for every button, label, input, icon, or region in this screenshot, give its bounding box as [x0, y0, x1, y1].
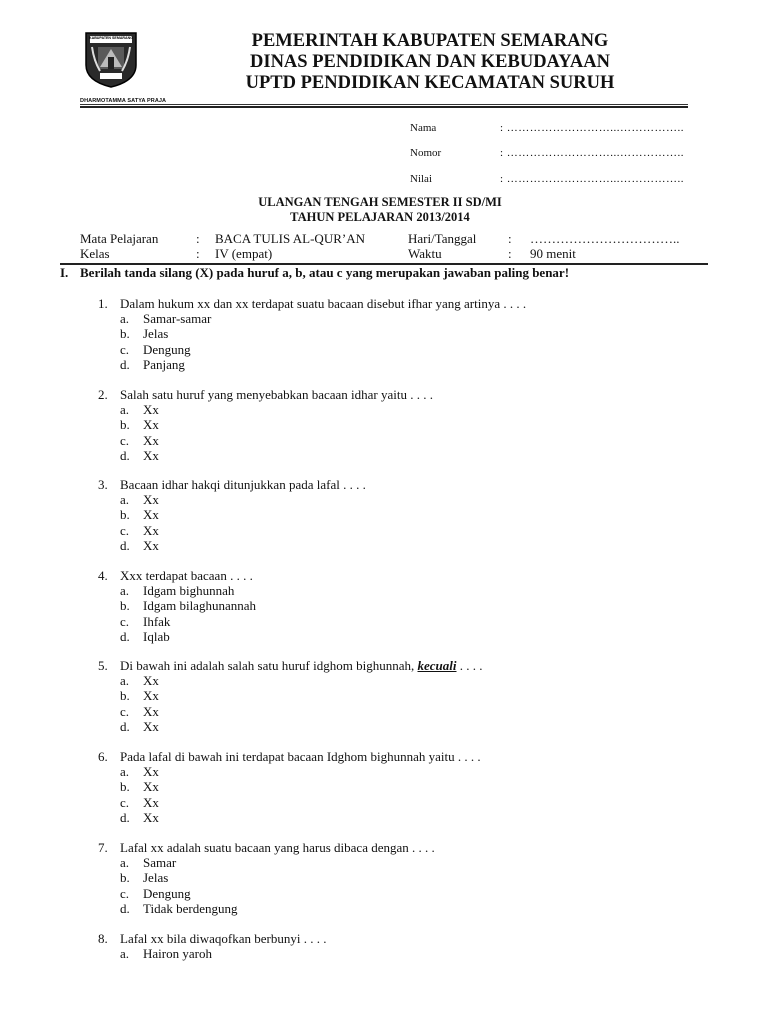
answer-option-a[interactable] — [120, 855, 435, 870]
answer-option-d[interactable] — [120, 448, 433, 463]
answer-option-d[interactable] — [120, 719, 483, 734]
answer-option-b[interactable] — [120, 688, 483, 703]
option-text: Jelas — [143, 870, 169, 886]
class-label: Kelas — [80, 246, 110, 261]
option-letter: c. — [120, 613, 130, 629]
answer-option-c[interactable] — [120, 342, 526, 357]
option-letter: c. — [120, 794, 130, 810]
identity-nilai-field[interactable]: : ………………………...…………….. — [500, 173, 685, 185]
option-letter: b. — [120, 417, 130, 433]
header-line-2: DINAS PENDIDIKAN DAN KEBUDAYAAN — [250, 52, 610, 72]
logo-motto: DHARMOTAMMA SATYA PRAJA — [80, 98, 167, 104]
option-text: Jelas — [143, 326, 169, 342]
option-letter: d. — [120, 900, 130, 916]
option-letter: c. — [120, 432, 130, 448]
option-text: Panjang — [143, 356, 185, 372]
option-text: Tidak berdengung — [143, 900, 238, 916]
question-stem: Di bawah ini adalah salah satu huruf idghom bighunnah, — [120, 658, 418, 673]
identity-nama-label: Nama — [410, 122, 437, 134]
answer-option-a[interactable] — [120, 764, 481, 779]
instruction-text: Berilah tanda silang (X) pada huruf a, b, atau c yang merupakan jawaban paling benar! — [80, 265, 570, 280]
option-letter: a. — [120, 492, 130, 508]
answer-option-d[interactable] — [120, 901, 435, 916]
header-divider-thin — [80, 104, 688, 105]
option-letter: b. — [120, 688, 130, 704]
option-letter: b. — [120, 598, 130, 614]
subject-colon: : — [196, 231, 200, 246]
option-letter: c. — [120, 703, 130, 719]
option-letter: c. — [120, 341, 130, 357]
question-stem-end: . . . . — [456, 658, 483, 673]
option-letter: d. — [120, 809, 130, 825]
subject-value: BACA TULIS AL-QUR’AN — [215, 231, 365, 246]
answer-option-b[interactable] — [120, 326, 526, 341]
option-text: Xx — [143, 809, 159, 825]
identity-nomor-label: Nomor — [410, 147, 442, 159]
option-letter: c. — [120, 522, 130, 538]
option-text: Xx — [143, 673, 159, 689]
question-number: 5. — [98, 658, 108, 673]
time-label: Waktu — [408, 246, 442, 261]
answer-option-a[interactable] — [120, 583, 256, 598]
question-6 — [98, 749, 481, 825]
answer-option-d[interactable] — [120, 357, 526, 372]
option-text: Xx — [143, 688, 159, 704]
exam-year: TAHUN PELAJARAN 2013/2014 — [290, 210, 470, 224]
question-stem: Bacaan idhar hakqi ditunjukkan pada lafal . . . . — [120, 477, 366, 492]
question-1 — [98, 296, 526, 372]
exam-title: ULANGAN TENGAH SEMESTER II SD/MI — [258, 195, 502, 209]
question-stem-emphasis: kecuali — [417, 658, 457, 673]
class-colon: : — [196, 246, 200, 261]
question-5 — [98, 658, 483, 734]
class-value: IV (empat) — [215, 246, 273, 261]
time-value: 90 menit — [530, 246, 576, 261]
option-letter: b. — [120, 870, 130, 886]
answer-option-a[interactable] — [120, 492, 366, 507]
header-line-1: PEMERINTAH KABUPATEN SEMARANG — [251, 31, 609, 51]
answer-option-c[interactable] — [120, 704, 483, 719]
identity-nama-field[interactable]: : ………………………...…………….. — [500, 122, 685, 134]
question-stem: Lafal xx adalah suatu bacaan yang harus dibaca dengan . . . . — [120, 840, 435, 855]
option-letter: a. — [120, 311, 130, 327]
option-text: Dengung — [143, 341, 191, 357]
option-letter: c. — [120, 885, 130, 901]
answer-option-d[interactable] — [120, 629, 256, 644]
question-7 — [98, 840, 435, 916]
option-letter: a. — [120, 855, 130, 871]
question-number: 8. — [98, 931, 108, 946]
answer-option-c[interactable] — [120, 523, 366, 538]
option-text: Samar — [143, 855, 177, 871]
answer-option-a[interactable] — [120, 946, 327, 961]
header-divider-thick — [80, 106, 688, 108]
option-text: Xx — [143, 794, 159, 810]
option-letter: d. — [120, 537, 130, 553]
question-4 — [98, 568, 256, 644]
option-letter: a. — [120, 583, 130, 599]
question-number: 6. — [98, 749, 108, 764]
question-8 — [98, 931, 327, 961]
question-stem: Lafal xx bila diwaqofkan berbunyi . . . . — [120, 931, 327, 946]
day-colon: : — [508, 231, 512, 246]
option-text: Xx — [143, 447, 159, 463]
option-text: Xx — [143, 417, 159, 433]
question-stem: Pada lafal di bawah ini terdapat bacaan Idghom bighunnah yaitu . . . . — [120, 749, 481, 764]
question-number: 7. — [98, 840, 108, 855]
option-letter: a. — [120, 402, 130, 418]
option-letter: d. — [120, 628, 130, 644]
answer-option-a[interactable] — [120, 311, 526, 326]
day-value[interactable]: …………………………….. — [530, 231, 680, 246]
option-text: Ihfak — [143, 613, 171, 629]
option-text: Samar-samar — [143, 311, 212, 327]
option-text: Dengung — [143, 885, 191, 901]
option-text: Xx — [143, 764, 159, 780]
option-letter: b. — [120, 779, 130, 795]
option-text: Xx — [143, 537, 159, 553]
answer-option-b[interactable] — [120, 598, 256, 613]
section-instruction — [60, 265, 569, 281]
option-text: Xx — [143, 718, 159, 734]
option-text: Xx — [143, 492, 159, 508]
question-stem: Dalam hukum xx dan xx terdapat suatu bacaan disebut ifhar yang artinya . . . . — [120, 296, 527, 311]
answer-option-c[interactable] — [120, 886, 435, 901]
option-text: Xx — [143, 507, 159, 523]
answer-option-a[interactable] — [120, 673, 483, 688]
question-3 — [98, 477, 366, 553]
identity-nilai-label: Nilai — [410, 173, 432, 185]
option-text: Xx — [143, 432, 159, 448]
day-label: Hari/Tanggal — [408, 231, 477, 246]
answer-option-c[interactable] — [120, 795, 481, 810]
option-text: Idgam bighunnah — [143, 583, 235, 599]
question-number: 3. — [98, 477, 108, 492]
option-letter: d. — [120, 356, 130, 372]
logo-top-text: KABUPATEN SEMARANG — [89, 36, 133, 40]
question-stem: Salah satu huruf yang menyebabkan bacaan idhar yaitu . . . . — [120, 387, 433, 402]
question-stem: Xxx terdapat bacaan . . . . — [120, 568, 253, 583]
option-letter: b. — [120, 507, 130, 523]
section-number: I. — [60, 265, 69, 280]
option-letter: d. — [120, 718, 130, 734]
question-2 — [98, 387, 433, 463]
answer-option-d[interactable] — [120, 810, 481, 825]
option-letter: a. — [120, 673, 130, 689]
option-letter: d. — [120, 447, 130, 463]
option-text: Xx — [143, 703, 159, 719]
answer-option-b[interactable] — [120, 779, 481, 794]
answer-option-b[interactable] — [120, 870, 435, 885]
option-letter: a. — [120, 946, 130, 962]
option-text: Xx — [143, 779, 159, 795]
option-text: Xx — [143, 522, 159, 538]
identity-nomor-field[interactable]: : ………………………...…………….. — [500, 147, 685, 159]
question-number: 1. — [98, 296, 108, 311]
answer-option-a[interactable] — [120, 402, 433, 417]
option-text: Hairon yaroh — [143, 946, 212, 962]
option-text: Iqlab — [143, 628, 170, 644]
answer-option-c[interactable] — [120, 433, 433, 448]
option-letter: a. — [120, 764, 130, 780]
answer-option-c[interactable] — [120, 614, 256, 629]
answer-option-b[interactable] — [120, 417, 433, 432]
option-text: Idgam bilaghunannah — [143, 598, 256, 614]
question-number: 2. — [98, 387, 108, 402]
option-letter: b. — [120, 326, 130, 342]
option-text: Xx — [143, 402, 159, 418]
header-line-3: UPTD PENDIDIKAN KECAMATAN SURUH — [245, 73, 615, 93]
subject-label: Mata Pelajaran — [80, 231, 159, 246]
answer-option-d[interactable] — [120, 538, 366, 553]
time-colon: : — [508, 246, 512, 261]
answer-option-b[interactable] — [120, 507, 366, 522]
question-number: 4. — [98, 568, 108, 583]
